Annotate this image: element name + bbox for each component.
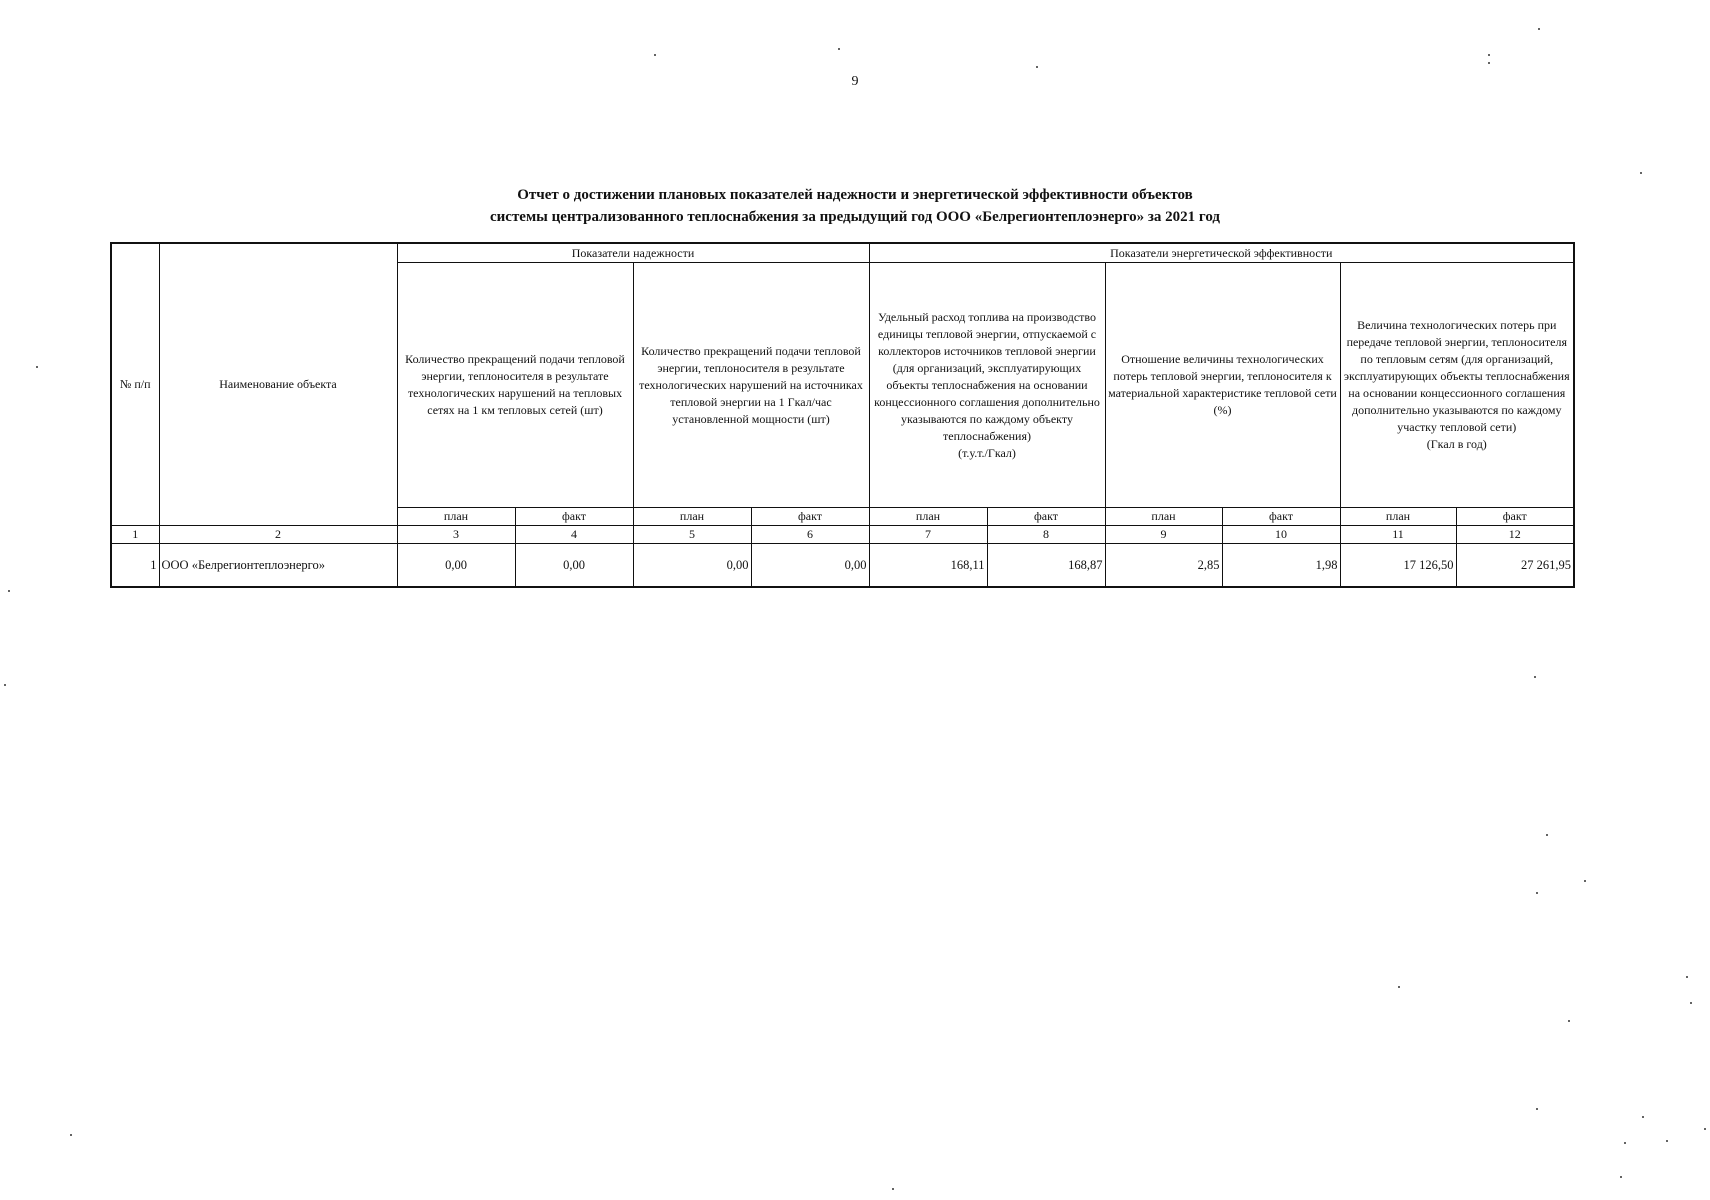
scan-speck	[4, 684, 6, 686]
column-number: 2	[159, 526, 397, 544]
scan-speck	[892, 1188, 894, 1190]
cell-loss-ratio-fact: 1,98	[1222, 544, 1340, 588]
column-number: 12	[1456, 526, 1574, 544]
subheader-fact: факт	[1222, 508, 1340, 526]
header-col-e-text: Величина технологических потерь при передаче тепловой энергии, теплоносителя по тепловым сетям (для организаций, эксплуатирующих объекты теплоснабжения на основании концессионного соглашения дополнительно указываются по каждому участку тепловой сети)	[1343, 318, 1570, 434]
subheader-plan: план	[397, 508, 515, 526]
header-col-b: Количество прекращений подачи тепловой энергии, теплоносителя в результате технологических нарушений на источниках тепловой энергии на 1 Гкал/час установленной мощности (шт)	[633, 263, 869, 508]
scan-speck	[36, 366, 38, 368]
header-group-reliability: Показатели надежности	[397, 243, 869, 263]
row-object-name: ООО «Белрегионтеплоэнерго»	[159, 544, 397, 588]
scan-speck	[1546, 834, 1548, 836]
column-number: 1	[111, 526, 159, 544]
cell-reliability-source-fact: 0,00	[751, 544, 869, 588]
page-title	[0, 184, 1710, 228]
column-number: 10	[1222, 526, 1340, 544]
scan-speck	[1704, 1128, 1706, 1130]
header-col-c	[869, 263, 1105, 508]
cell-loss-ratio-plan: 2,85	[1105, 544, 1222, 588]
column-number: 6	[751, 526, 869, 544]
scan-speck	[1690, 1002, 1692, 1004]
header-col-e-unit: (Гкал в год)	[1426, 437, 1487, 451]
header-col-c-text: Удельный расход топлива на производство единицы тепловой энергии, отпускаемой с коллекторов источников тепловой энергии (для организаций, эксплуатирующих объекты теплоснабжения на основании концессионного соглашения дополнительно указываются по каждому объекту теплоснабжения)	[874, 309, 1100, 443]
subheader-fact: факт	[1456, 508, 1574, 526]
cell-reliability-network-fact: 0,00	[515, 544, 633, 588]
scan-speck	[1568, 1020, 1570, 1022]
subheader-plan: план	[1105, 508, 1222, 526]
scan-speck	[1686, 976, 1688, 978]
scan-speck	[1488, 54, 1490, 56]
scan-speck	[1398, 986, 1400, 988]
scan-speck	[1538, 28, 1540, 30]
scan-speck	[1584, 880, 1586, 882]
scan-speck	[1642, 1116, 1644, 1118]
subheader-plan: план	[1340, 508, 1456, 526]
cell-tech-losses-fact: 27 261,95	[1456, 544, 1574, 588]
cell-tech-losses-plan: 17 126,50	[1340, 544, 1456, 588]
header-name: Наименование объекта	[159, 243, 397, 526]
row-index: 1	[111, 544, 159, 588]
scan-speck	[1620, 1176, 1622, 1178]
subheader-plan: план	[869, 508, 987, 526]
cell-fuel-rate-plan: 168,11	[869, 544, 987, 588]
header-group-efficiency: Показатели энергетической эффективности	[869, 243, 1574, 263]
column-number: 4	[515, 526, 633, 544]
scan-speck	[1036, 66, 1038, 68]
title-line-2: системы централизованного теплоснабжения за предыдущий год ООО «Белрегионтеплоэнерго» за 2021 год	[489, 209, 1221, 225]
page-number: 9	[851, 74, 859, 89]
scan-speck	[1666, 1140, 1668, 1142]
scan-speck	[1536, 1108, 1538, 1110]
scan-speck	[838, 48, 840, 50]
header-num: № п/п	[111, 243, 159, 526]
scan-speck	[1624, 1142, 1626, 1144]
column-number: 8	[987, 526, 1105, 544]
scan-speck	[70, 1134, 72, 1136]
subheader-fact: факт	[515, 508, 633, 526]
subheader-plan: план	[633, 508, 751, 526]
header-col-c-unit: (т.у.т./Гкал)	[958, 445, 1016, 460]
scan-speck	[1536, 892, 1538, 894]
cell-fuel-rate-fact: 168,87	[987, 544, 1105, 588]
cell-reliability-network-plan: 0,00	[397, 544, 515, 588]
cell-reliability-source-plan: 0,00	[633, 544, 751, 588]
title-line-1: Отчет о достижении плановых показателей надежности и энергетической эффективности объектов	[517, 187, 1193, 203]
scan-speck	[654, 54, 656, 56]
header-col-d: Отношение величины технологических потерь тепловой энергии, теплоносителя к материальной характеристике тепловой сети (%)	[1105, 263, 1340, 508]
column-number: 7	[869, 526, 987, 544]
column-number: 5	[633, 526, 751, 544]
scan-speck	[1640, 172, 1642, 174]
subheader-fact: факт	[987, 508, 1105, 526]
column-number: 9	[1105, 526, 1222, 544]
column-number: 11	[1340, 526, 1456, 544]
scan-speck	[1534, 676, 1536, 678]
table-row	[111, 544, 1574, 588]
report-table	[110, 242, 1575, 588]
scan-speck	[8, 590, 10, 592]
header-col-e	[1340, 263, 1574, 508]
subheader-fact: факт	[751, 508, 869, 526]
scan-speck	[1488, 62, 1490, 64]
header-col-a: Количество прекращений подачи тепловой энергии, теплоносителя в результате технологических нарушений на тепловых сетях на 1 км тепловых сетей (шт)	[397, 263, 633, 508]
column-number: 3	[397, 526, 515, 544]
